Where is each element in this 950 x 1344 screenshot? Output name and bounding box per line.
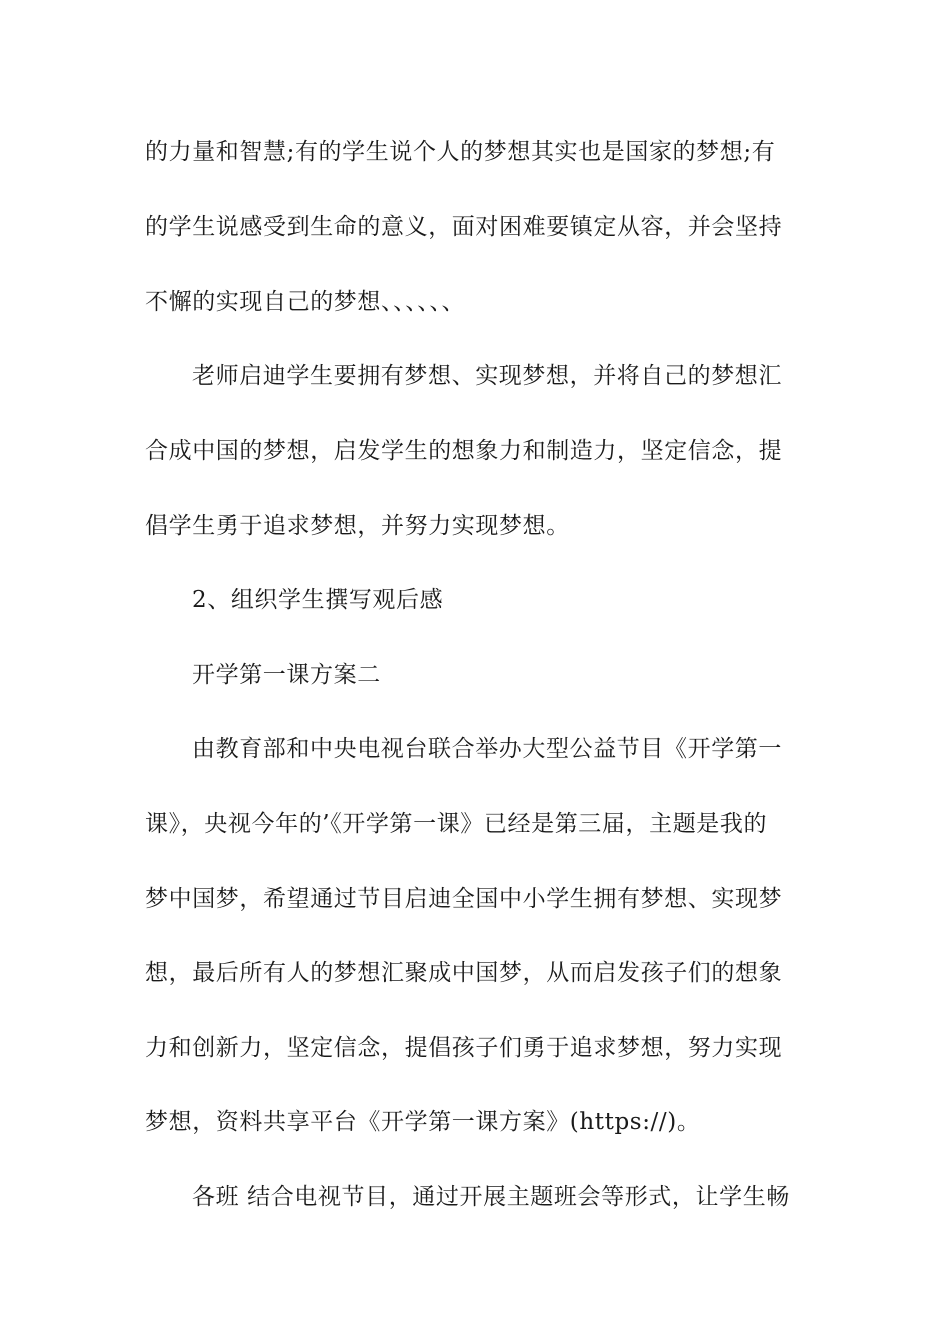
- paragraph-line: 老师启迪学生要拥有梦想、实现梦想，并将自己的梦想汇: [192, 363, 782, 389]
- paragraph-line: 合成中国的梦想，启发学生的想象力和制造力，坚定信念，提: [145, 438, 783, 464]
- paragraph-line: 各班 结合电视节目，通过开展主题班会等形式，让学生畅: [192, 1184, 790, 1210]
- paragraph-line: 的学生说感受到生命的意义，面对困难要镇定从容，并会坚持: [145, 214, 783, 240]
- section-heading: 开学第一课方案二: [192, 662, 381, 688]
- paragraph-line: 不懈的实现自己的梦想、、、、、、: [145, 289, 466, 315]
- list-item: 2、组织学生撰写观后感: [192, 587, 444, 613]
- paragraph-line: 倡学生勇于追求梦想，并努力实现梦想。: [145, 513, 570, 539]
- paragraph-line: 梦想，资料共享平台《开学第一课方案》(https://)。: [145, 1109, 701, 1135]
- paragraph-line: 想，最后所有人的梦想汇聚成中国梦，从而启发孩子们的想象: [145, 960, 783, 986]
- paragraph-line: 梦中国梦，希望通过节目启迪全国中小学生拥有梦想、实现梦: [145, 886, 783, 912]
- paragraph-line: 由教育部和中央电视台联合举办大型公益节目《开学第一: [192, 736, 782, 762]
- paragraph-line: 的力量和智慧;有的学生说个人的梦想其实也是国家的梦想;有: [145, 139, 776, 165]
- paragraph-line: 力和创新力，坚定信念，提倡孩子们勇于追求梦想，努力实现: [145, 1035, 783, 1061]
- paragraph-line: 课》，央视今年的’《开学第一课》已经是第三届，主题是我的: [145, 811, 768, 837]
